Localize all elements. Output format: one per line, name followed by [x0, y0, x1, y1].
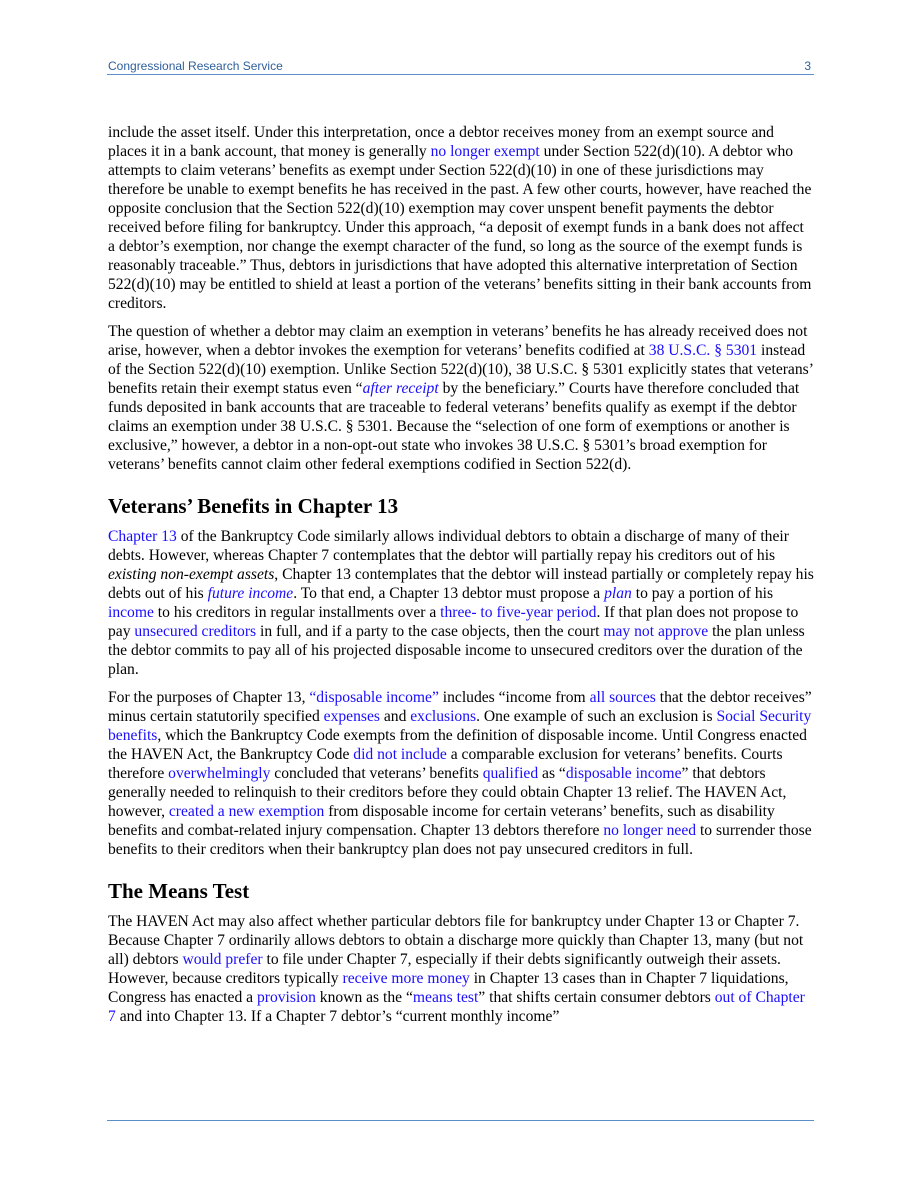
- text-run: and into Chapter 13. If a Chapter 7 debtor’s “current monthly income”: [115, 1008, 560, 1025]
- inline-link[interactable]: Social Security benefits: [108, 708, 812, 744]
- text-run: known as the “: [315, 989, 413, 1006]
- paragraph: [108, 322, 814, 474]
- inline-link[interactable]: would prefer: [182, 951, 263, 968]
- paragraph: [108, 912, 814, 1026]
- text-run: to surrender those benefits to their creditors when their bankruptcy plan does not pay unsecured creditors in full.: [108, 822, 812, 858]
- inline-link[interactable]: unsecured creditors: [134, 623, 257, 640]
- text-run: that the debtor receives” minus certain statutorily specified: [108, 689, 812, 725]
- inline-link[interactable]: out of Chapter 7: [108, 989, 805, 1025]
- text-run: ” that shifts certain consumer debtors: [478, 989, 715, 1006]
- text-run: by the beneficiary.” Courts have therefore concluded that funds deposited in bank accounts that are traceable to federal veterans’ benefits qualify as exempt if the debtor claims an exemption under 38 U.S.C. § 5301. Because the “selection of one form of exemptions or another is exclusive,” however, a debtor in a non-opt-out state who invokes 38 U.S.C. § 5301’s broad exemption for veterans’ benefits cannot claim other federal exemptions codified in Section 522(d).: [108, 380, 800, 473]
- section-heading: The Means Test: [108, 879, 250, 903]
- inline-link[interactable]: Chapter 13: [108, 528, 177, 545]
- text-run: includes “income from: [438, 689, 590, 706]
- paragraph: [108, 527, 814, 679]
- paragraph: [108, 123, 814, 313]
- text-run: from disposable income for certain veterans’ benefits, such as disability benefits and combat-related injury compensation. Chapter 13 debtors therefore: [108, 803, 775, 839]
- text-run: . One example of such an exclusion is: [476, 708, 717, 725]
- paragraph: [108, 688, 814, 859]
- text-run: the plan unless the debtor commits to pay all of his projected disposable income to unsecured creditors over the duration of the plan.: [108, 623, 805, 678]
- text-run: to file under Chapter 7, especially if their debts significantly outweigh their assets. However, because creditors typically: [108, 951, 781, 987]
- section-heading: Veterans’ Benefits in Chapter 13: [108, 494, 399, 518]
- inline-link[interactable]: “disposable income”: [309, 689, 439, 706]
- header-rule: [107, 74, 814, 75]
- inline-link[interactable]: disposable income: [565, 765, 682, 782]
- text-run: a comparable exclusion for veterans’ benefits. Courts therefore: [108, 746, 783, 782]
- text-run: and: [379, 708, 411, 725]
- inline-link[interactable]: qualified: [482, 765, 539, 782]
- inline-link[interactable]: 38 U.S.C. § 5301: [648, 342, 758, 359]
- inline-link[interactable]: may not approve: [603, 623, 709, 640]
- emphasis-text: existing non-exempt assets: [108, 566, 275, 583]
- inline-link[interactable]: three- to five-year period: [440, 604, 597, 621]
- text-run: ” that debtors generally needed to relinquish to their creditors before they could obtain Chapter 13 relief. The HAVEN Act, however,: [108, 765, 787, 820]
- inline-link[interactable]: plan: [604, 585, 632, 602]
- inline-link[interactable]: future income: [207, 585, 294, 602]
- inline-link[interactable]: expenses: [323, 708, 380, 725]
- text-run: in full, and if a party to the case objects, then the court: [256, 623, 604, 640]
- text-run: under Section 522(d)(10). A debtor who attempts to claim veterans’ benefits as exempt under Section 522(d)(10) in one of these jurisdictions may therefore be unable to exempt benefits he has received in the past. A few other courts, however, have reached the opposite conclusion that the Section 522(d)(10) exemption may cover unspent benefit payments the debtor received before filing for bankruptcy. Under this approach, “a deposit of exempt funds in a bank does not affect a debtor’s exemption, nor change the exempt character of the fund, so long as the source of the exempt funds is reasonably traceable.” Thus, debtors in jurisdictions that have adopted this alternative interpretation of Section 522(d)(10) may be entitled to shield at least a portion of the veterans’ benefits sitting in their bank accounts from creditors.: [108, 143, 812, 312]
- inline-link[interactable]: created a new exemption: [168, 803, 325, 820]
- text-run: as “: [538, 765, 566, 782]
- inline-link[interactable]: no longer exempt: [430, 143, 540, 160]
- inline-link[interactable]: means test: [412, 989, 479, 1006]
- text-run: instead of the Section 522(d)(10) exemption. Unlike Section 522(d)(10), 38 U.S.C. § 5301 explicitly states that veterans’ benefits retain their exempt status even “: [108, 342, 813, 397]
- header-organization: Congressional Research Service: [108, 59, 283, 73]
- inline-link[interactable]: income: [108, 604, 154, 621]
- inline-link[interactable]: exclusions: [410, 708, 477, 725]
- text-run: , which the Bankruptcy Code exempts from the definition of disposable income. Until Congress enacted the HAVEN Act, the Bankruptcy Code: [108, 727, 807, 763]
- text-run: . If that plan does not propose to pay: [108, 604, 799, 640]
- inline-link[interactable]: no longer need: [603, 822, 697, 839]
- inline-link[interactable]: provision: [256, 989, 316, 1006]
- inline-link[interactable]: all sources: [589, 689, 656, 706]
- document-body: [108, 123, 814, 1035]
- footer-rule: [107, 1120, 814, 1121]
- text-run: The question of whether a debtor may claim an exemption in veterans’ benefits he has already received does not arise, however, when a debtor invokes the exemption for veterans’ benefits codified at: [108, 323, 808, 359]
- inline-link[interactable]: after receipt: [362, 380, 439, 397]
- running-header: [108, 58, 813, 74]
- page-number: 3: [804, 59, 811, 73]
- text-run: The HAVEN Act may also affect whether particular debtors file for bankruptcy under Chapter 13 or Chapter 7. Because Chapter 7 ordinarily allows debtors to obtain a discharge more quickly than Chapter 13, many (but not all) debtors: [108, 913, 804, 968]
- text-run: to his creditors in regular installments over a: [153, 604, 441, 621]
- text-run: of the Bankruptcy Code similarly allows individual debtors to obtain a discharge of many of their debts. However, whereas Chapter 7 contemplates that the debtor will partially repay his creditors out of his: [108, 528, 789, 564]
- inline-link[interactable]: receive more money: [342, 970, 470, 987]
- inline-link[interactable]: overwhelmingly: [168, 765, 271, 782]
- text-run: concluded that veterans’ benefits: [270, 765, 483, 782]
- text-run: For the purposes of Chapter 13,: [108, 689, 310, 706]
- text-run: in Chapter 13 cases than in Chapter 7 liquidations, Congress has enacted a: [108, 970, 789, 1006]
- inline-link[interactable]: did not include: [353, 746, 447, 763]
- text-run: , Chapter 13 contemplates that the debtor will instead partially or completely repay his debts out of his: [108, 566, 814, 602]
- text-run: to pay a portion of his: [631, 585, 774, 602]
- text-run: . To that end, a Chapter 13 debtor must propose a: [293, 585, 605, 602]
- text-run: include the asset itself. Under this interpretation, once a debtor receives money from an exempt source and places it in a bank account, that money is generally: [108, 124, 774, 160]
